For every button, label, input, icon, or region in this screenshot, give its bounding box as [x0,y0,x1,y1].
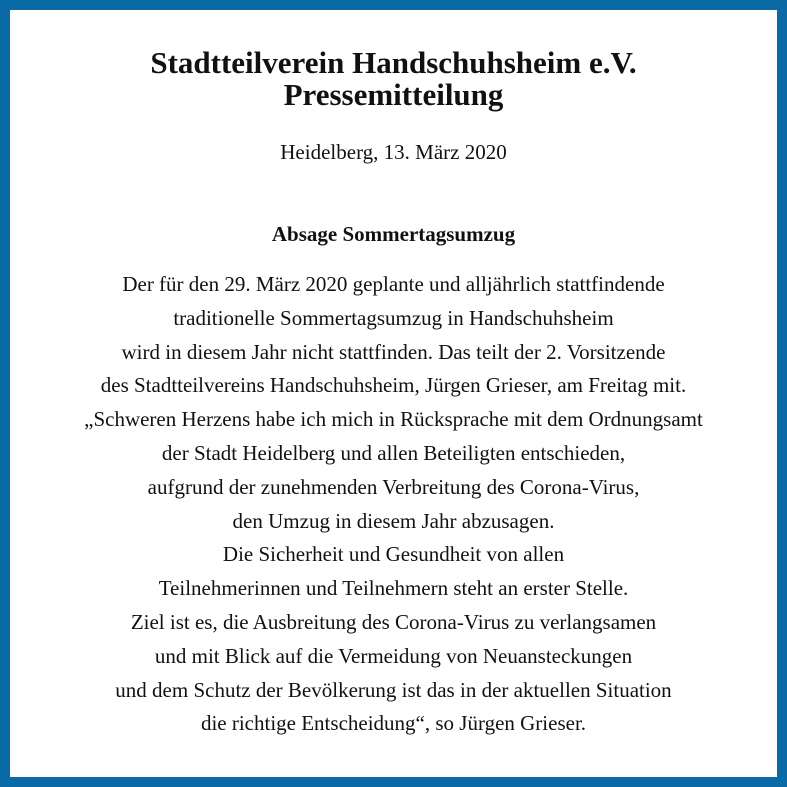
body-line: Ziel ist es, die Ausbreitung des Corona-Virus zu verlangsamen [130,609,657,634]
body-line: und mit Blick auf die Vermeidung von Neuansteckungen [154,643,633,668]
body-line: Teilnehmerinnen und Teilnehmern steht an erster Stelle. [158,576,629,601]
headline: Absage Sommertagsumzug [271,222,516,246]
dateline: Heidelberg, 13. März 2020 [280,140,507,164]
organization-name: Stadtteilverein Handschuhsheim e.V. [150,45,637,80]
document-type: Pressemitteilung [283,77,504,112]
body-line: traditionelle Sommertagsumzug in Handschuhsheim [173,305,614,330]
body-line: und dem Schutz der Bevölkerung ist das in der aktuellen Situation [115,677,672,702]
body-line: Der für den 29. März 2020 geplante und alljährlich stattfindende [122,272,665,296]
page-title [10,47,777,111]
body-line: Die Sicherheit und Gesundheit von allen [222,542,565,567]
body-line: aufgrund der zunehmenden Verbreitung des Corona-Virus, [147,474,640,499]
body-text [10,268,777,741]
body-line: „Schweren Herzens habe ich mich in Rücksprache mit dem Ordnungsamt [84,407,703,432]
body-line: der Stadt Heidelberg und allen Beteiligten entschieden, [161,440,626,465]
body-line: die richtige Entscheidung“, so Jürgen Grieser. [200,711,587,736]
body-line: des Stadtteilvereins Handschuhsheim, Jürgen Grieser, am Freitag mit. [100,373,687,398]
body-line: den Umzug in diesem Jahr abzusagen. [232,508,555,533]
body-line: wird in diesem Jahr nicht stattfinden. Das teilt der 2. Vorsitzende [121,339,666,364]
